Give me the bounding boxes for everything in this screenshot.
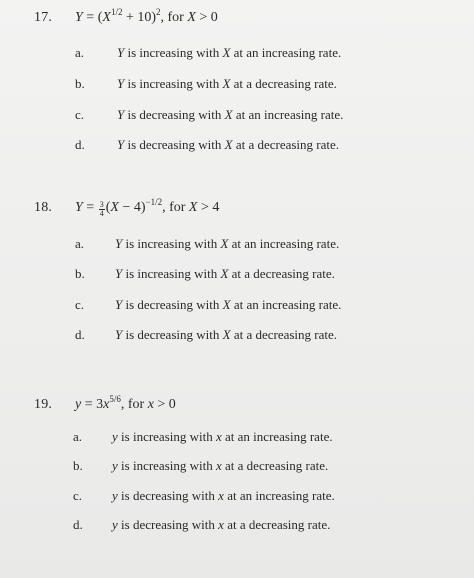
option-var: X — [222, 45, 231, 60]
option-var: Y — [115, 327, 123, 342]
equation-var: Y — [75, 10, 83, 25]
option-text — [112, 488, 335, 504]
equation-part: , for — [162, 200, 189, 215]
option-text — [117, 76, 337, 92]
option-part: is decreasing with — [124, 137, 225, 152]
option-letter: a. — [75, 45, 85, 60]
option-part: at a decreasing rate. — [230, 76, 337, 91]
option-var: Y — [117, 45, 125, 60]
option-part: is increasing with — [117, 458, 216, 473]
equation-var: X — [187, 10, 196, 25]
option-var: x — [218, 517, 224, 532]
option-var: x — [216, 458, 222, 473]
option-letter: c. — [75, 107, 85, 122]
option-var: X — [222, 297, 231, 312]
problem-number: 19. — [34, 397, 53, 412]
equation-var: x — [103, 397, 110, 412]
problem-number: 17. — [34, 10, 53, 25]
option-part: is decreasing with — [122, 297, 223, 312]
fraction-numerator: 3 — [99, 200, 104, 209]
option-var: Y — [115, 266, 123, 281]
option-var: Y — [117, 76, 125, 91]
equation-part: + 10) — [125, 10, 157, 25]
problem-equation — [75, 394, 176, 413]
option-var: Y — [117, 137, 125, 152]
option-letter: d. — [75, 327, 85, 342]
option-part: is increasing with — [124, 76, 223, 91]
option-letter: b. — [73, 458, 83, 473]
fraction — [99, 201, 105, 218]
option-part: is decreasing with — [124, 107, 225, 122]
option-var: x — [218, 488, 224, 503]
option-var: y — [112, 458, 118, 473]
option-var: Y — [117, 107, 125, 122]
equation-part: > 0 — [153, 397, 176, 412]
exponent: −1/2 — [145, 197, 163, 207]
option-part: at a decreasing rate. — [223, 517, 331, 532]
option-text — [112, 458, 328, 474]
option-text — [117, 137, 339, 153]
option-part: is increasing with — [122, 236, 221, 251]
option-var: X — [222, 76, 231, 91]
option-var: y — [112, 517, 118, 532]
option-part: is increasing with — [117, 429, 216, 444]
option-part: at a decreasing rate. — [230, 327, 338, 342]
problem-number: 18. — [34, 200, 53, 215]
option-part: at a decreasing rate. — [221, 458, 329, 473]
option-part: at an increasing rate. — [230, 45, 342, 60]
option-part: is increasing with — [124, 45, 223, 60]
option-var: x — [216, 429, 222, 444]
problem-equation — [75, 7, 218, 26]
option-var: X — [222, 327, 231, 342]
equation-var: y — [75, 397, 82, 412]
exponent: 5/6 — [109, 394, 121, 404]
option-var: X — [224, 137, 233, 152]
option-letter: d. — [75, 137, 85, 152]
option-var: y — [112, 488, 118, 503]
option-letter: c. — [75, 297, 85, 312]
exponent: 1/2 — [110, 7, 123, 17]
option-part: at an increasing rate. — [223, 488, 335, 503]
option-part: is decreasing with — [117, 517, 219, 532]
option-text — [115, 327, 337, 343]
option-text — [115, 236, 339, 252]
equation-var: X — [110, 200, 119, 215]
equation-part: = 3 — [81, 397, 104, 412]
option-var: X — [220, 236, 229, 251]
option-text — [115, 297, 341, 313]
fraction-denominator: 4 — [99, 209, 104, 218]
option-letter: b. — [75, 266, 85, 281]
equation-var: x — [147, 397, 154, 412]
option-var: X — [220, 266, 229, 281]
option-letter: c. — [73, 488, 83, 503]
option-part: is decreasing with — [117, 488, 219, 503]
option-part: at a decreasing rate. — [232, 137, 340, 152]
equation-part: > 0 — [195, 10, 218, 25]
option-part: at a decreasing rate. — [228, 266, 335, 281]
equation-part: , for — [160, 10, 188, 25]
equation-part: > 4 — [197, 200, 220, 215]
equation-part: , for — [120, 397, 148, 412]
option-part: at an increasing rate. — [230, 297, 342, 312]
equation-part: ( — [105, 200, 111, 215]
option-var: Y — [115, 236, 123, 251]
option-letter: a. — [75, 236, 85, 251]
option-part: at an increasing rate. — [232, 107, 344, 122]
equation-var: X — [188, 200, 198, 215]
problem-equation — [75, 197, 220, 218]
equation-var: X — [102, 10, 111, 25]
option-part: is decreasing with — [122, 327, 223, 342]
option-text — [117, 107, 343, 123]
option-var: y — [112, 429, 118, 444]
option-text — [115, 266, 335, 282]
equation-part: − 4) — [118, 200, 146, 215]
option-var: Y — [115, 297, 123, 312]
option-letter: d. — [73, 517, 83, 532]
equation-part: = — [86, 10, 95, 25]
option-part: at an increasing rate. — [221, 429, 333, 444]
option-text — [112, 429, 333, 445]
option-text — [112, 517, 330, 533]
option-part: at an increasing rate. — [228, 236, 340, 251]
exponent: 2 — [156, 7, 161, 17]
equation-part: ( — [97, 10, 103, 25]
equation-var: Y — [75, 200, 83, 215]
option-letter: b. — [75, 76, 85, 91]
option-letter: a. — [73, 429, 83, 444]
equation-part: = — [82, 200, 98, 215]
option-part: is increasing with — [122, 266, 221, 281]
option-var: X — [224, 107, 233, 122]
option-text — [117, 45, 341, 61]
